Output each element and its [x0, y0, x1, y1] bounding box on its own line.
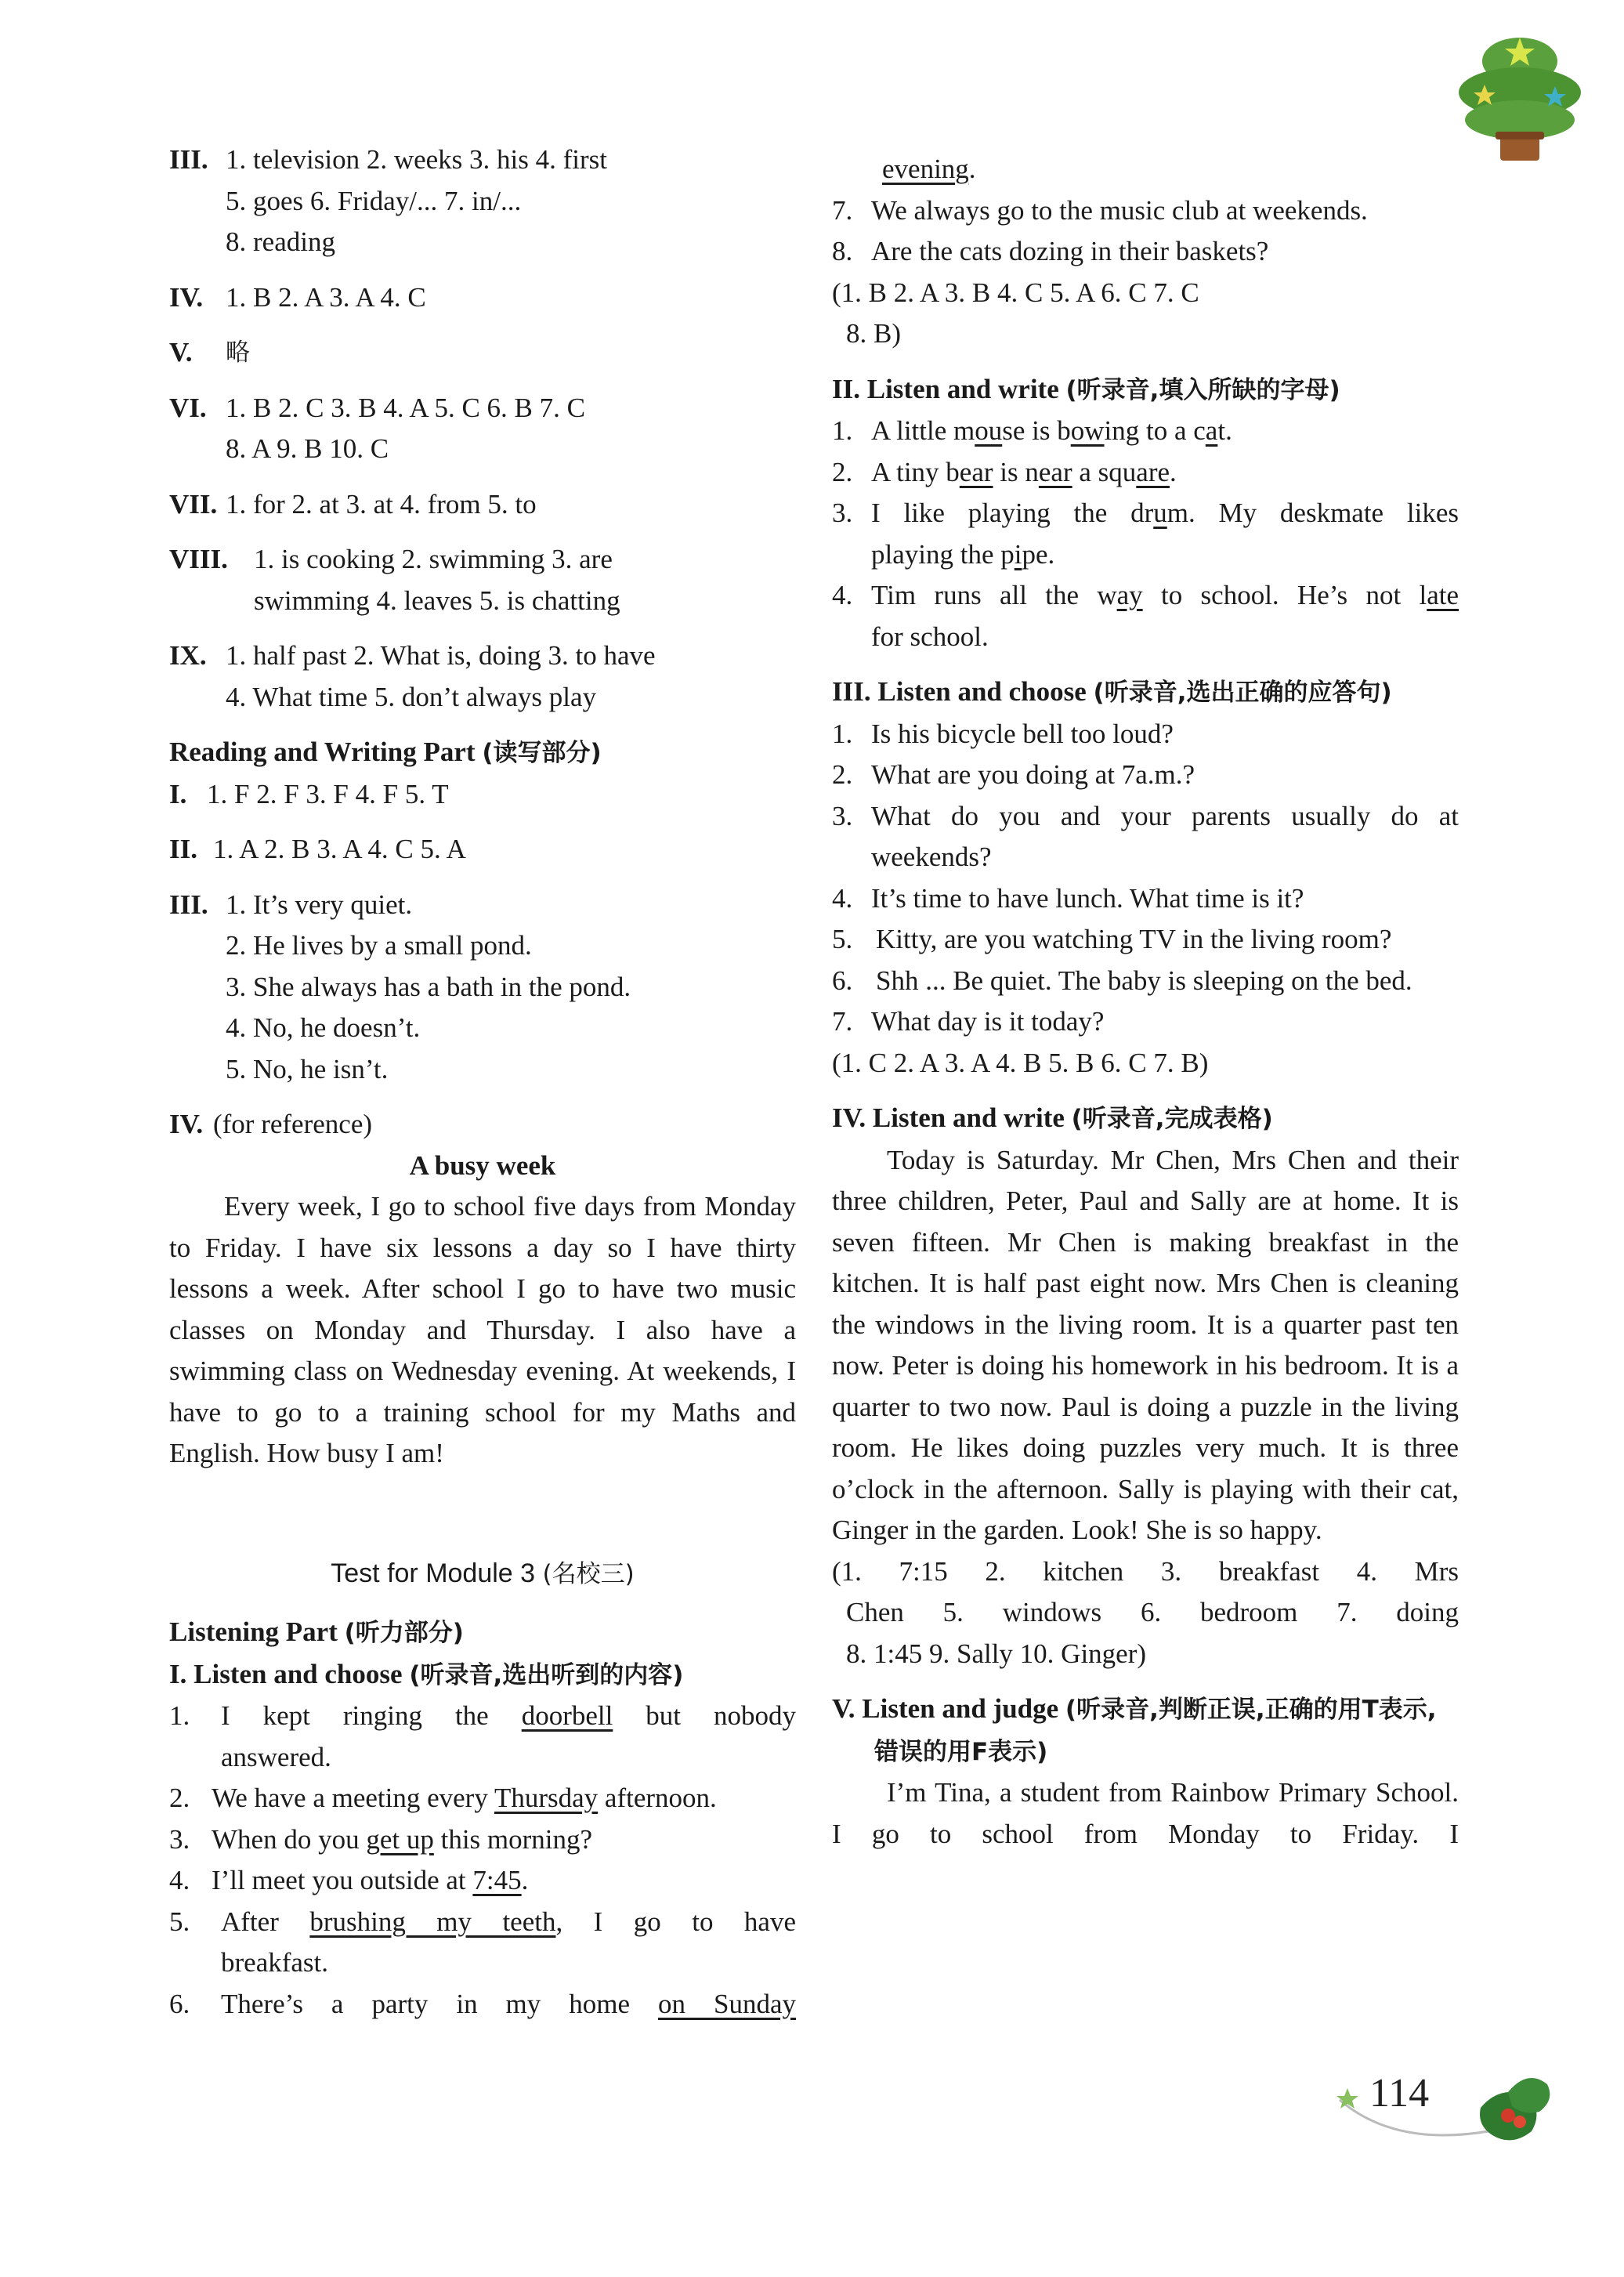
- question-4: 4. It’s time to have lunch. What time is it?: [832, 882, 1304, 914]
- underlined-word: Thursday: [494, 1783, 599, 1813]
- test-title: Test for Module 3 (名校三): [331, 1558, 635, 1588]
- section-mark: VII.: [169, 488, 218, 519]
- christmas-tree-decoration: [1453, 30, 1586, 167]
- rw-answer-ii: [169, 829, 796, 871]
- listening-item-2: 2. We have a meeting every Thursday afternoon.: [169, 1783, 717, 1813]
- rw-answer-iii: [169, 885, 796, 1091]
- write-item-3: 3. I like playing the drum. My deskmate likes playing the pipe.: [832, 498, 1459, 570]
- answer-line: 1. F 2. F 3. F 4. F 5. T: [207, 778, 449, 809]
- underlined-word: brushing my teeth: [309, 1906, 556, 1937]
- write-item-1: 1. A little mouse is bowing to a cat.: [832, 415, 1232, 446]
- question-5: 5. Kitty, are you watching TV in the living room?: [832, 924, 1392, 954]
- question-6: 6. Shh ... Be quiet. The baby is sleeping on the bed.: [832, 965, 1412, 996]
- answer-line: 8. reading: [226, 226, 335, 257]
- right-column: [832, 149, 1459, 1855]
- answer-line: 1. B 2. A 3. A 4. C: [226, 281, 426, 313]
- judge-passage: I’m Tina, a student from Rainbow Primary School. I go to school from Monday to Friday. I: [832, 1777, 1459, 1849]
- listen-choose-heading: I. Listen and choose (听录音,选出听到的内容): [169, 1658, 684, 1689]
- section-mark: V.: [169, 337, 193, 367]
- rw-answer-iv: [169, 1104, 796, 1146]
- listening-passage: Today is Saturday. Mr Chen, Mrs Chen and their three children, Peter, Paul and Sally are at home. It is seven fifteen. Mr Chen is making breakfast in the kitchen. It is half past eight now. Mrs Chen is cleaning the windows in the living room. It is a quarter past ten now. Peter is doing his homework in his bedroom. It is a quarter to two now. Paul is doing a puzzle in the living room. He likes doing puzzles very much. It is three o’clock in the afternoon. Sally is playing with their cat, Ginger in the garden. Look! She is so happy.: [832, 1144, 1459, 1545]
- listening-item-7: 7. We always go to the music club at weekends.: [832, 194, 1368, 226]
- page-number: 114: [1369, 2071, 1430, 2116]
- answer-line: 1. is cooking 2. swimming 3. are: [254, 544, 613, 574]
- listen-complete-table-heading: IV. Listen and write (听录音,完成表格): [832, 1102, 1273, 1133]
- answer-line: 5. goes 6. Friday/... 7. in/...: [226, 185, 522, 216]
- answers-section-1: (1. B 2. A 3. B 4. C 5. A 6. C 7. C 8. B): [832, 277, 1199, 349]
- answer-line: 1. A 2. B 3. A 4. C 5. A: [213, 834, 466, 864]
- section-mark: IV.: [169, 281, 204, 313]
- answer-block-viii: [169, 539, 796, 621]
- answer-line: 1. television 2. weeks 3. his 4. first: [226, 144, 608, 175]
- rw-answer-i: [169, 774, 796, 816]
- answer-line: 8. A 9. B 10. C: [226, 433, 389, 464]
- answer-line: 4. What time 5. don’t always play: [226, 681, 597, 712]
- section-mark: IV.: [169, 1109, 204, 1139]
- reading-writing-heading: Reading and Writing Part (读写部分): [169, 737, 602, 767]
- answers-section-4: (1. 7:15 2. kitchen 3. breakfast 4. Mrs Chen 5. windows 6. bedroom 7. doing 8. 1:45 9. Sally 10. Ginger): [832, 1555, 1459, 1669]
- left-column: [169, 139, 796, 2025]
- answer-line: (for reference): [213, 1109, 373, 1139]
- listening-item-6-continued: evening.: [882, 154, 976, 184]
- section-mark: III.: [169, 144, 208, 175]
- underlined-word: on Sunday: [658, 1988, 796, 2019]
- essay-title: A busy week: [409, 1149, 556, 1181]
- answer-block-iv: [169, 277, 796, 319]
- listening-heading: Listening Part (听力部分): [169, 1616, 464, 1647]
- listening-item-8: 8. Are the cats dozing in their baskets?: [832, 236, 1269, 266]
- page-number-decoration: [1332, 2053, 1559, 2155]
- answer-line: 略: [226, 338, 250, 367]
- section-mark: VI.: [169, 392, 207, 423]
- section-mark: III.: [169, 889, 208, 920]
- listening-item-1: 1. I kept ringing the doorbell but nobody answered.: [169, 1700, 797, 1772]
- listen-choose-response-heading: III. Listen and choose (听录音,选出正确的应答句): [832, 676, 1392, 707]
- answer-line: 4. No, he doesn’t.: [226, 1012, 421, 1043]
- question-1: 1. Is his bicycle bell too loud?: [832, 718, 1174, 749]
- section-mark: VIII.: [169, 544, 228, 574]
- section-mark: II.: [169, 834, 197, 864]
- write-item-4: 4. Tim runs all the way to school. He’s not late for school.: [832, 580, 1459, 652]
- listening-item-5: 5. After brushing my teeth, I go to have breakfast.: [169, 1906, 796, 1978]
- answer-line: 1. half past 2. What is, doing 3. to have: [226, 640, 656, 671]
- question-3: 3. What do you and your parents usually do at weekends?: [832, 800, 1459, 872]
- answers-section-3: (1. C 2. A 3. A 4. B 5. B 6. C 7. B): [832, 1047, 1209, 1078]
- section-mark: I.: [169, 778, 187, 809]
- answer-line: 1. It’s very quiet.: [226, 889, 413, 920]
- listen-write-heading: II. Listen and write (听录音,填入所缺的字母): [832, 373, 1340, 404]
- answer-block-vii: [169, 484, 796, 526]
- answer-line: 3. She always has a bath in the pond.: [226, 971, 631, 1002]
- underlined-word: 7:45: [472, 1865, 522, 1895]
- question-2: 2. What are you doing at 7a.m.?: [832, 759, 1195, 790]
- answer-block-vi: [169, 388, 796, 470]
- listening-item-4: 4. I’ll meet you outside at 7:45.: [169, 1865, 529, 1895]
- holly-icon: [1332, 2053, 1559, 2155]
- underlined-word: get up: [366, 1823, 434, 1855]
- answer-line: swimming 4. leaves 5. is chatting: [254, 585, 620, 616]
- listening-item-3: 3. When do you get up this morning?: [169, 1823, 593, 1855]
- listening-item-6: 6. There’s a party in my home on Sunday: [169, 1988, 796, 2019]
- answer-line: 2. He lives by a small pond.: [226, 930, 532, 961]
- answer-line: 1. for 2. at 3. at 4. from 5. to: [226, 488, 537, 519]
- answer-block-v: [169, 332, 796, 374]
- answer-block-iii: [169, 139, 796, 263]
- question-7: 7. What day is it today?: [832, 1006, 1105, 1037]
- essay-paragraph: Every week, I go to school five days from Monday to Friday. I have six lessons a day so I have thirty lessons a week. After school I go to have two music classes on Monday and Thursday. I also have a swimming class on Wednesday evening. At weekends, I have to go to a training school for my Maths and English. How busy I am!: [169, 1191, 796, 1468]
- answer-line: 5. No, he isn’t.: [226, 1053, 389, 1084]
- underlined-word: doorbell: [521, 1700, 613, 1731]
- listen-judge-heading: V. Listen and judge (听录音,判断正误,正确的用T表示,错误的用F表示): [832, 1693, 1437, 1766]
- answer-line: 1. B 2. C 3. B 4. A 5. C 6. B 7. C: [226, 392, 585, 423]
- section-mark: IX.: [169, 640, 207, 671]
- write-item-2: 2. A tiny bear is near a square.: [832, 456, 1177, 487]
- answer-block-ix: [169, 635, 796, 718]
